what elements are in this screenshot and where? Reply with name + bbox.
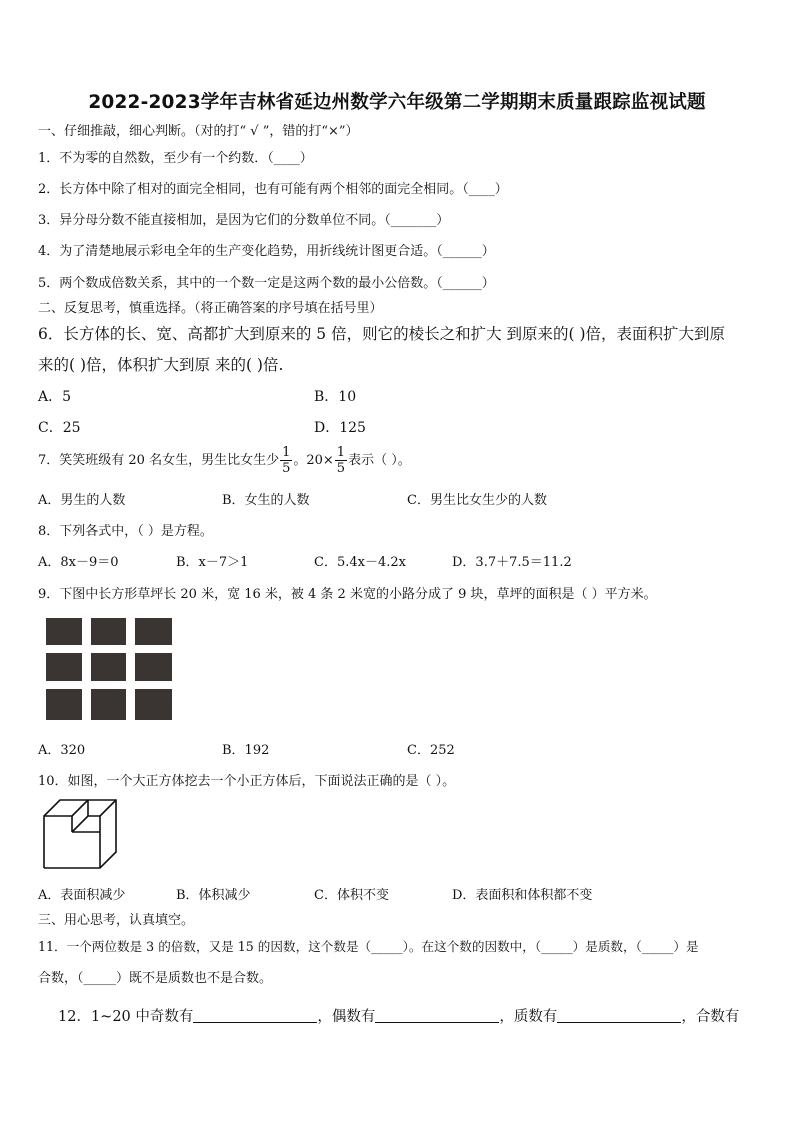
question-8: 8．下列各式中，（ ）是方程。 — [38, 524, 213, 539]
answer-blank[interactable] — [193, 1008, 317, 1023]
lawn-grid-figure — [46, 618, 172, 720]
q7-option-a[interactable]: A．男生的人数 — [38, 493, 126, 508]
fraction-one-fifth — [280, 446, 292, 475]
question-7-pre: 7．笑笑班级有 20 名女生，男生比女生少 — [38, 453, 280, 468]
q6-option-b[interactable]: B．10 — [314, 389, 357, 405]
question-11-line2: 合数，（_____）既不是质数也不是合数。 — [38, 971, 273, 986]
fraction-numerator: 1 — [282, 445, 291, 460]
question-10: 10．如图，一个大正方体挖去一个小正方体后，下面说法正确的是（ ）。 — [38, 774, 456, 789]
q8-option-c[interactable]: C．5.4x－4.2x — [314, 555, 406, 570]
answer-blank[interactable]: （____） — [267, 151, 313, 166]
answer-blank[interactable] — [557, 1008, 681, 1023]
q7-option-b[interactable]: B．女生的人数 — [222, 493, 310, 508]
fraction-denominator: 5 — [282, 461, 291, 476]
question-2-text: 2．长方体中除了相对的面完全相同，也有可能有两个相邻的面完全相同。 — [38, 182, 463, 197]
q10-option-b[interactable]: B．体积减少 — [176, 888, 251, 903]
answer-blank[interactable]: （______） — [436, 244, 495, 259]
q8-option-a[interactable]: A．8x－9＝0 — [38, 555, 119, 570]
answer-blank[interactable]: （____） — [462, 182, 508, 197]
q8-option-d[interactable]: D．3.7＋7.5＝11.2 — [452, 555, 572, 570]
question-5 — [38, 272, 495, 291]
section2-heading: 二、反复思考，慎重选择。（将正确答案的序号填在括号里） — [38, 301, 383, 316]
question-12-part4: ，合数有 — [681, 1009, 740, 1025]
question-9: 9．下图中长方形草坪长 20 米，宽 16 米，被 4 条 2 米宽的小路分成了 9 块，草坪的面积是（ ）平方米。 — [38, 587, 657, 602]
q9-option-c[interactable]: C．252 — [407, 743, 455, 758]
question-4 — [38, 240, 495, 259]
question-12-part3: ，质数有 — [499, 1009, 558, 1025]
question-3 — [38, 209, 449, 228]
q7-option-c[interactable]: C．男生比女生少的人数 — [407, 493, 547, 508]
question-12-part2: ，偶数有 — [317, 1009, 376, 1025]
question-5-text: 5．两个数成倍数关系，其中的一个数一定是这两个数的最小公倍数。 — [38, 276, 437, 291]
question-2 — [38, 178, 508, 197]
q6-option-a[interactable]: A．5 — [38, 389, 72, 405]
q6-option-c[interactable]: C．25 — [38, 420, 81, 436]
question-12 — [58, 1005, 739, 1026]
q8-option-b[interactable]: B．x－7＞1 — [176, 555, 249, 570]
question-11-line1: 11．一个两位数是 3 的倍数，又是 15 的因数，这个数是（_____）。在这个数的因数中，（_____）是质数，（_____）是 — [38, 939, 699, 954]
question-12-part1: 12．1~20 中奇数有 — [58, 1009, 194, 1025]
fraction-denominator: 5 — [336, 461, 346, 476]
question-3-text: 3．异分母分数不能直接相加，是因为它们的分数单位不同。 — [38, 213, 385, 228]
fraction-one-fifth — [335, 446, 347, 475]
q9-option-a[interactable]: A．320 — [38, 743, 86, 758]
question-7 — [38, 441, 411, 481]
fraction-numerator: 1 — [336, 445, 346, 460]
answer-blank[interactable]: （_______） — [384, 213, 450, 228]
section3-heading: 三、用心思考，认真填空。 — [38, 913, 195, 928]
question-6-line2: 来的( )倍，体积扩大到原 来的( )倍. — [38, 356, 284, 374]
q10-option-a[interactable]: A．表面积减少 — [38, 888, 126, 903]
question-1-text: 1．不为零的自然数，至少有一个约数． — [38, 151, 268, 166]
question-7-post: 表示（ ）。 — [348, 453, 411, 468]
question-7-mid: 。20× — [293, 453, 334, 468]
question-4-text: 4．为了清楚地展示彩电全年的生产变化趋势，用折线统计图更合适。 — [38, 244, 437, 259]
q10-option-d[interactable]: D．表面积和体积都不变 — [452, 888, 593, 903]
q9-option-b[interactable]: B．192 — [222, 743, 270, 758]
q10-option-c[interactable]: C．体积不变 — [314, 888, 389, 903]
answer-blank[interactable] — [375, 1008, 499, 1023]
cube-with-notch-figure — [42, 798, 118, 870]
section1-heading: 一、仔细推敲，细心判断。（对的打“ √ ”，错的打“×”） — [38, 124, 359, 139]
question-6-line1: 6．长方体的长、宽、高都扩大到原来的 5 倍，则它的棱长之和扩大 到原来的( )倍，表面积扩大到原 — [38, 325, 726, 343]
question-1 — [38, 147, 313, 166]
page-title: 2022-2023学年吉林省延边州数学六年级第二学期期末质量跟踪监视试题 — [88, 92, 706, 113]
q6-option-d[interactable]: D．125 — [314, 420, 366, 436]
answer-blank[interactable]: （______） — [436, 276, 495, 291]
